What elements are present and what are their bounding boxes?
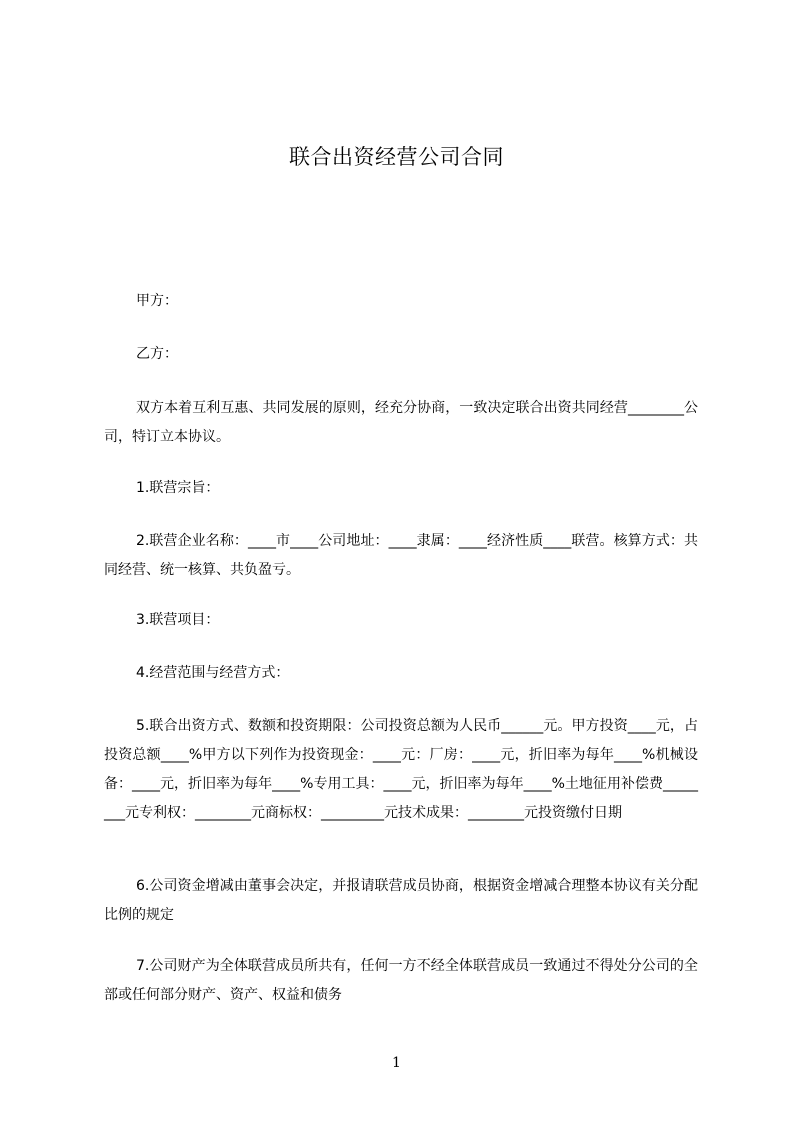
party-b-line: 乙方： (136, 346, 178, 362)
clause-1: 1.联营宗旨： (136, 480, 220, 496)
clause-4: 4.经营范围与经营方式： (136, 665, 290, 681)
preamble-paragraph: 双方本着互利互惠、共同发展的原则，经充分协商，一致决定联合出资共同经营________公司，特订立本协议。 (104, 400, 698, 445)
document-title: 联合出资经营公司合同 (289, 145, 504, 169)
clause-5: 5.联合出资方式、数额和投资期限：公司投资总额为人民币______元。甲方投资____元，占投资总额____%甲方以下列作为投资现金：____元：厂房：____元，折旧率为每年____%机械设备：____元，折旧率为每年____%专用工具：____元，折旧率为每年____%土地征用补偿费________元专利权：________元商标权：_________元技术成果：________元投资缴付日期 (104, 718, 698, 821)
clause-2: 2.联营企业名称：____市____公司地址：____隶属：____经济性质____联营。核算方式：共同经营、统一核算、共负盈亏。 (104, 533, 698, 578)
clause-3: 3.联营项目： (136, 612, 220, 628)
party-a-line: 甲方： (136, 293, 178, 309)
clause-7: 7.公司财产为全体联营成员所共有，任何一方不经全体联营成员一致通过不得处分公司的全部或任何部分财产、资产、权益和债务 (104, 958, 698, 1003)
clause-6: 6.公司资金增减由董事会决定，并报请联营成员协商，根据资金增减合理整本协议有关分配比例的规定 (104, 878, 698, 923)
page-number: 1 (392, 1055, 401, 1071)
